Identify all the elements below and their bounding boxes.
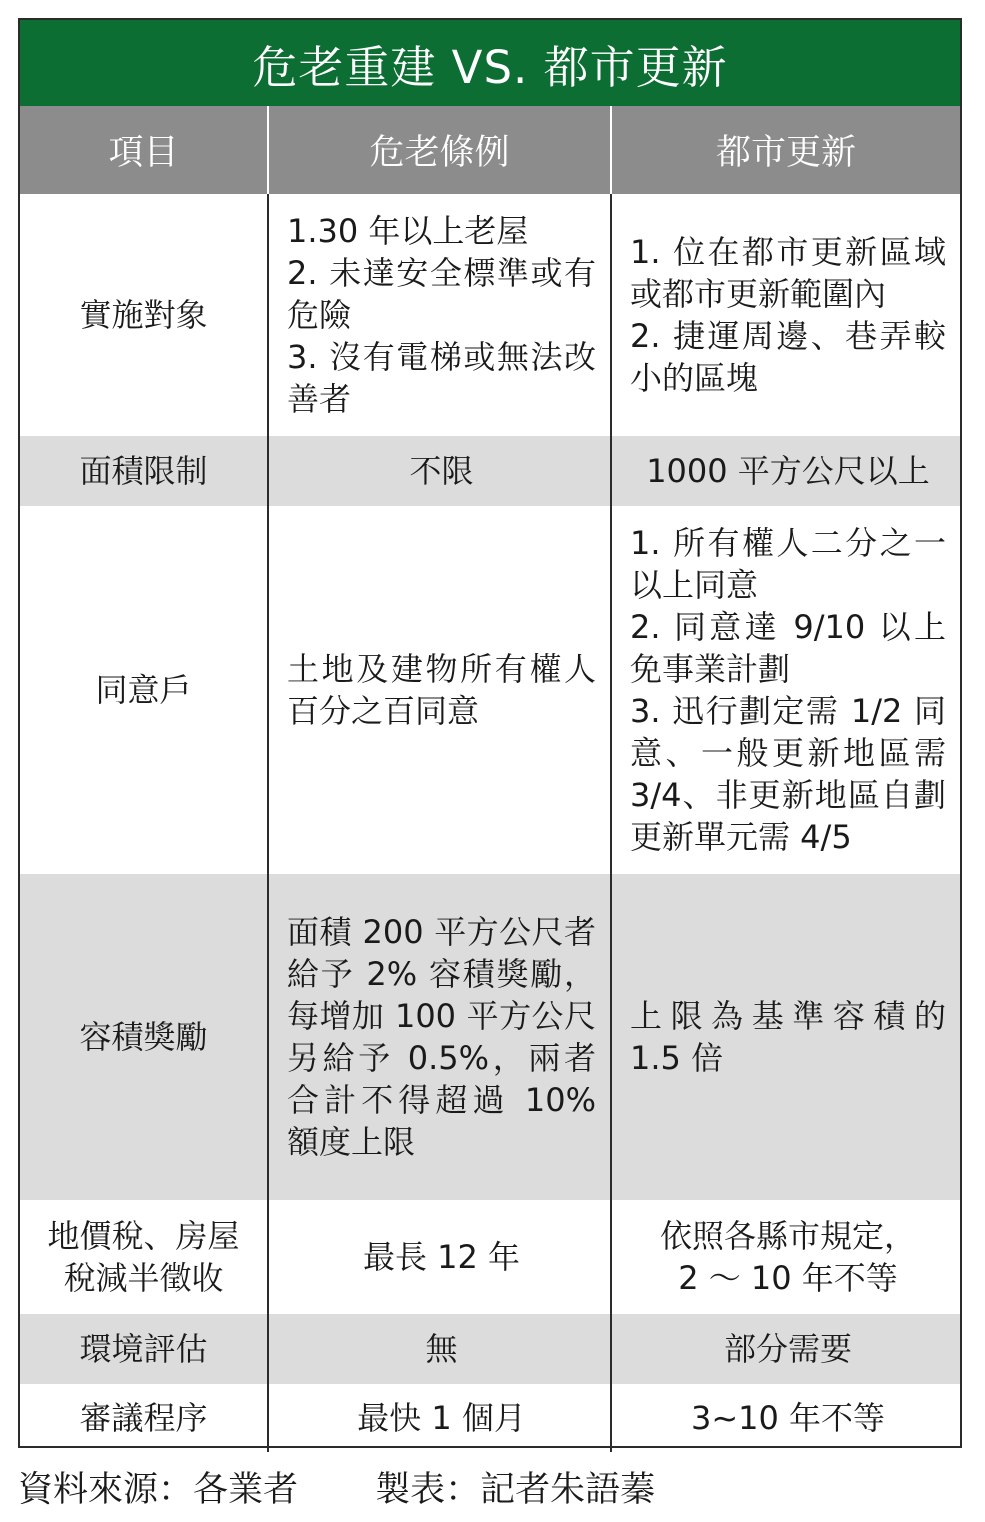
row-label: 審議程序 [79, 1399, 208, 1437]
cell-renewal [611, 194, 960, 436]
cell-old: 最長 12 年 [268, 1200, 611, 1314]
row-label: 同意戶 [95, 671, 192, 709]
table-row [20, 874, 960, 1200]
table-row [20, 506, 960, 874]
list-item: 2. 捷運周邊、巷弄較小的區塊 [630, 317, 946, 397]
list-item: 1.30 年以上老屋 [287, 212, 529, 250]
table-row [20, 194, 960, 436]
comparison-table [20, 106, 960, 1452]
cell-renewal [611, 506, 960, 874]
cell-old: 最快 1 個月 [268, 1384, 611, 1452]
header-urban-renewal: 都市更新 [611, 106, 960, 194]
maker-credit: 製表：記者朱語蓁 [375, 1470, 656, 1510]
cell-old: 無 [268, 1314, 611, 1384]
header-item: 項目 [20, 106, 268, 194]
comparison-table-frame [18, 18, 962, 1448]
list-item: 2. 未達安全標準或有危險 [287, 254, 596, 334]
source-credit: 資料來源：各業者 [18, 1470, 299, 1510]
cell-old: 土地及建物所有權人百分之百同意 [268, 506, 611, 874]
cell-renewal: 部分需要 [611, 1314, 960, 1384]
list-item: 3. 沒有電梯或無法改善者 [287, 338, 596, 418]
row-label: 地價稅、房屋 稅減半徵收 [47, 1217, 240, 1297]
footer-credits [18, 1462, 655, 1512]
list-item: 1. 位在都市更新區域或都市更新範圍內 [630, 233, 946, 313]
row-label: 實施對象 [79, 296, 208, 334]
cell-renewal: 3~10 年不等 [611, 1384, 960, 1452]
list-item: 2. 同意達 9/10 以上免事業計劃 [630, 608, 946, 688]
cell-renewal: 上限為基準容積的 1.5 倍 [611, 874, 960, 1200]
cell-renewal: 依照各縣市規定， 2 ～ 10 年不等 [611, 1200, 960, 1314]
cell-old [268, 194, 611, 436]
list-item: 1. 所有權人二分之一以上同意 [630, 524, 946, 604]
row-label: 面積限制 [20, 436, 268, 506]
cell-old: 不限 [268, 436, 611, 506]
cell-old: 面積 200 平方公尺者給予 2% 容積獎勵，每增加 100 平方公尺另給予 0.5%，兩者合計不得超過 10% 額度上限 [268, 874, 611, 1200]
table-title: 危老重建 VS. 都市更新 [20, 20, 960, 106]
header-old-building: 危老條例 [268, 106, 611, 194]
cell-renewal: 1000 平方公尺以上 [611, 436, 960, 506]
table-row [20, 1384, 960, 1452]
table-row [20, 436, 960, 506]
header-row [20, 106, 960, 194]
table-row [20, 1314, 960, 1384]
list-item: 3. 迅行劃定需 1/2 同意、一般更新地區需 3/4、非更新地區自劃更新單元需 4/5 [630, 692, 946, 856]
row-label: 環境評估 [20, 1314, 268, 1384]
row-label: 容積獎勵 [20, 874, 268, 1200]
table-row [20, 1200, 960, 1314]
